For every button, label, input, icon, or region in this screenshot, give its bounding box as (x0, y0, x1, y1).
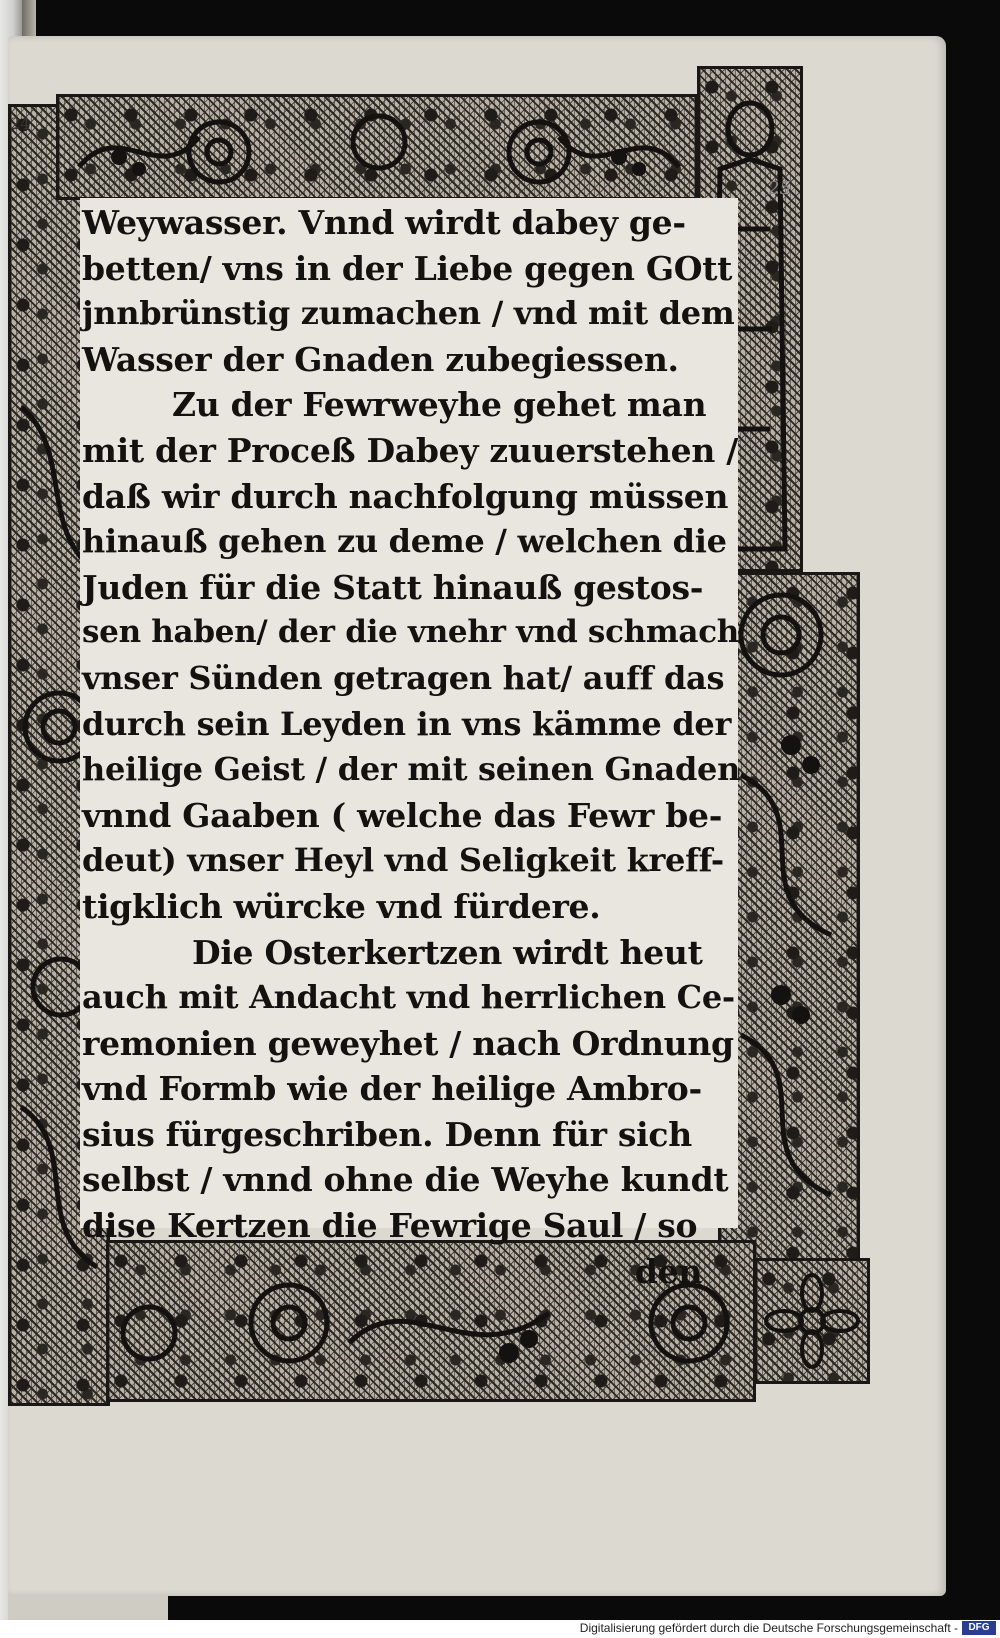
text-line: tigklich würcke vnd fürdere. (82, 886, 601, 926)
text-line: selbst / vnnd ohne die Weyhe kundt (82, 1160, 729, 1200)
text-line: deut) vnser Heyl vnd Seligkeit kreff- (82, 841, 724, 880)
text-line: sen haben/ der die vnehr vnd schmach (82, 614, 740, 651)
text-line: daß wir durch nachfolgung müssen (82, 476, 729, 516)
text-line: Zu der Fewrweyhe gehet man (172, 385, 707, 425)
footer-credit: Digitalisierung gefördert durch die Deutsche Forschungsgemeinschaft - (579, 1621, 958, 1635)
text-line: Weywasser. Vnnd wirdt dabey ge- (82, 203, 686, 242)
text-line: durch sein Leyden in vns kämme der (82, 704, 732, 743)
text-line: vnnd Gaaben ( welche das Fewr be- (82, 795, 723, 835)
catchword: den (634, 1251, 702, 1291)
text-line: sius fürgeschriben. Denn für sich (82, 1114, 692, 1154)
text-line: Die Osterkertzen wirdt heut (192, 932, 703, 972)
text-line: heilige Geist / der mit seinen Gnaden (82, 750, 741, 789)
text-line: Juden für die Statt hinauß gestos- (82, 567, 704, 607)
text-line: vnser Sünden getragen hat/ auff das (82, 658, 725, 697)
woodcut-border-top (56, 94, 698, 200)
text-line: mit der Proceß Dabey zuuerstehen / (82, 430, 738, 470)
dfg-logo-icon: DFG (962, 1621, 996, 1635)
folio-mark: 25 (768, 178, 791, 199)
text-line: vnd Formb wie der heilige Ambro- (82, 1069, 702, 1109)
text-line: Wasser der Gnaden zubegiessen. (82, 339, 679, 379)
text-line: dise Kertzen die Fewrige Saul / so (82, 1206, 698, 1246)
text-line: remonien geweyhet / nach Ordnung (82, 1023, 734, 1063)
text-line: auch mit Andacht vnd herrlichen Ce- (82, 978, 735, 1017)
body-text (82, 200, 742, 1294)
text-line: betten/ vns in der Liebe gegen GOtt (82, 248, 733, 288)
woodcut-border-flower (754, 1258, 870, 1384)
text-line: jnnbrünstig zumachen / vnd mit dem (82, 294, 735, 333)
text-line: hinauß gehen zu deme / welchen die (82, 522, 727, 561)
page-number: 24 (10, 114, 31, 133)
